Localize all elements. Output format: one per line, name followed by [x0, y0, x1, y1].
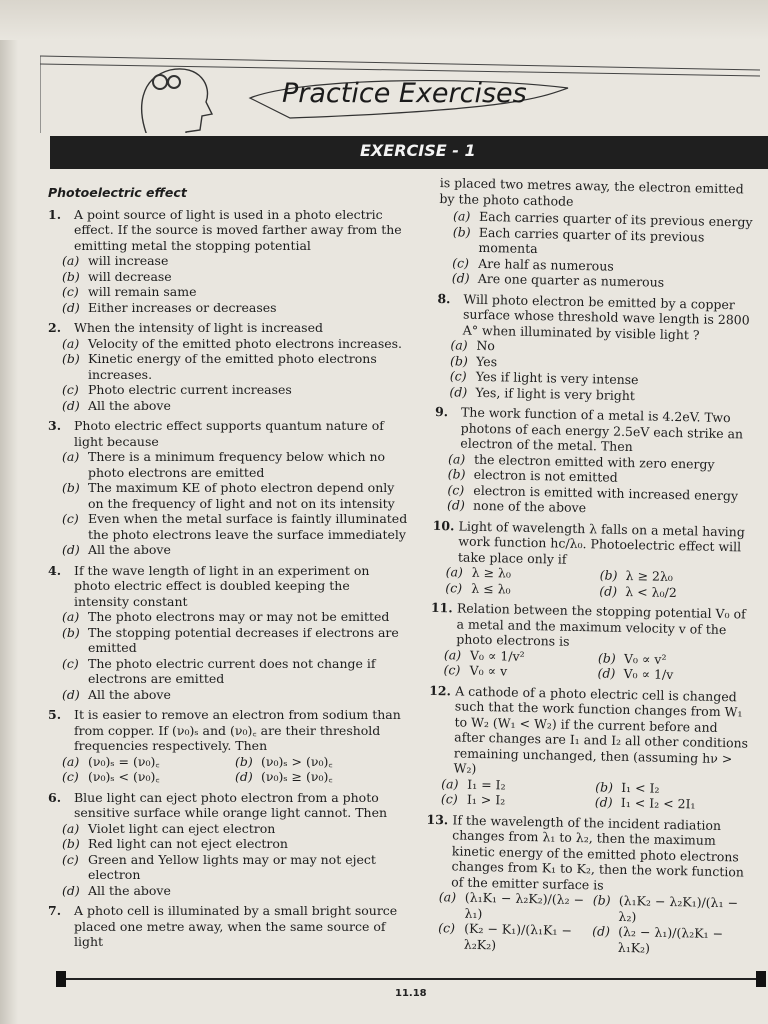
option-text: Even when the metal surface is faintly illuminated the photo electrons leave the surface immediately: [88, 511, 408, 542]
question: [48, 563, 408, 610]
option-row: [48, 769, 408, 785]
option-letter: (b): [595, 778, 614, 795]
option-text: Red light can not eject electron: [88, 836, 288, 851]
option-text: Green and Yellow lights may or may not eject electron: [88, 851, 376, 882]
option-text: λ ≤ λ₀: [471, 580, 511, 597]
option-letter: (b): [62, 624, 80, 640]
option-letter: (a): [62, 335, 80, 351]
book-spine-shadow: [0, 0, 18, 1024]
option-letter: (d): [62, 542, 80, 557]
option-letter: (c): [62, 769, 79, 784]
option-text: will decrease: [88, 268, 172, 284]
question-text: Photo electric effect supports quantum nature of light because: [74, 418, 384, 449]
option-letter: (b): [62, 480, 80, 495]
option-text: There is a minimum frequency below which no photo electrons are emitted: [88, 449, 386, 480]
question-continuation: is placed two metres away, the electron emitted by the photo cathode: [439, 175, 744, 209]
option-text: The stopping potential decreases if electrons are emitted: [88, 624, 399, 655]
question-text: The work function of a metal is 4.2eV. Two photons of each energy 2.5eV each strike an electron of the metal. Then: [460, 404, 744, 455]
option-text: λ ≥ 2λ₀: [625, 567, 674, 584]
option-text: All the above: [88, 882, 171, 898]
option-row: [424, 920, 747, 958]
option-letter: (d): [62, 299, 80, 315]
question: [48, 418, 408, 449]
option-letter: (d): [594, 794, 613, 810]
option: [48, 656, 408, 687]
question: [432, 517, 755, 570]
option-text: Each carries quarter of its previous momenta: [478, 224, 705, 257]
question: [48, 790, 408, 821]
option: [48, 821, 408, 837]
option-text: V₀ ∝ v²: [623, 650, 667, 667]
option-text: V₀ ∝ 1/v²: [469, 647, 525, 664]
question-number: 6.: [48, 789, 62, 805]
page-number: 11.18: [395, 988, 427, 999]
option-letter: (c): [62, 382, 79, 397]
option-letter: (d): [62, 882, 80, 898]
option-text: λ ≥ λ₀: [471, 564, 512, 581]
section-title: Photoelectric effect: [48, 185, 187, 200]
question-number: 4.: [48, 562, 62, 578]
option-text: electron is not emitted: [473, 466, 618, 485]
option: [48, 542, 408, 558]
question-number: 3.: [48, 418, 62, 433]
option-row: [48, 754, 408, 770]
option-letter: (a): [62, 753, 80, 769]
option-text: Each carries quarter of its previous energy: [478, 208, 753, 230]
question-number: 13.: [426, 811, 449, 827]
exercise-label: EXERCISE - 1: [360, 141, 476, 160]
option: [597, 665, 751, 684]
option-letter: (a): [445, 564, 464, 580]
option-letter: (c): [62, 655, 79, 671]
option-letter: (c): [447, 481, 465, 498]
question-text: If the wave length of light in an experiment on photo electric effect is doubled keeping the intensity constant: [74, 562, 370, 609]
option: [235, 754, 408, 770]
question-text: If the wavelength of the incident radiation changes from λ₁ to λ₂, then the maximum kinetic energy of the emitted photo electrons changes from K₁ to K₂, then the work function of the emitter surface is: [451, 811, 745, 893]
question-text: Relation between the stopping potential V₀ of a metal and the maximum velocity v of the photo electrons is: [456, 600, 746, 649]
option-letter: (d): [599, 582, 618, 599]
option: [48, 269, 408, 285]
option: [48, 398, 408, 414]
question: [48, 320, 408, 336]
head-gears-icon: [142, 69, 212, 133]
option-letter: (b): [62, 836, 80, 851]
option: [48, 836, 408, 852]
option-letter: (c): [62, 284, 79, 299]
option-text: All the above: [88, 542, 171, 557]
option-text: the electron emitted with zero energy: [473, 451, 715, 472]
left-column: [48, 185, 408, 950]
question-text: A cathode of a photo electric cell is changed such that the work function changes from W₁ to W₂ (W₁ < W₂) if the current before and after changes are I₁ and I₂ all other conditions remaining unchanged, then (assuming hν > W₂): [453, 682, 749, 776]
option-text: (λ₂ − λ₁)/(λ₂K₁ − λ₁K₂): [617, 923, 724, 956]
option: [592, 892, 747, 926]
option-text: will remain same: [88, 284, 197, 299]
option-text: (K₂ − K₁)/(λ₁K₁ − λ₂K₂): [463, 920, 573, 952]
question: [434, 404, 757, 457]
option-letter: (a): [443, 646, 462, 663]
question-text: Light of wavelength λ falls on a metal having work function hc/λ₀. Photoelectric effect will take place only if: [457, 517, 745, 567]
question-text: A point source of light is used in a photo electric effect. If the source is moved farther away from the emitting metal the stopping potential: [74, 206, 402, 253]
option-text: Are half as numerous: [478, 255, 614, 274]
option-text: (λ₁K₁ − λ₂K₂)/(λ₂ − λ₁): [464, 889, 585, 921]
option-text: (ν₀)ₛ > (ν₀)꜀: [261, 753, 333, 769]
option-text: Yes if light is very intense: [475, 368, 639, 388]
page-title: Practice Exercises: [282, 78, 527, 109]
question-number: 7.: [48, 903, 62, 918]
footer-rule: [60, 978, 760, 980]
question-text: It is easier to remove an electron from sodium than from copper. If (ν₀)ₛ and (ν₀)꜀ are their threshold frequencies respectively. Then: [74, 707, 401, 753]
option-letter: (b): [452, 223, 471, 240]
option: [48, 382, 408, 398]
option-text: Photo electric current increases: [88, 382, 292, 397]
option-letter: (b): [62, 268, 80, 284]
option: [48, 336, 408, 352]
option-letter: (c): [445, 579, 463, 596]
option-letter: (c): [62, 851, 79, 867]
option-letter: (b): [62, 351, 80, 366]
option: [599, 583, 753, 602]
question-number: 5.: [48, 707, 62, 722]
option: [592, 923, 747, 957]
option-text: Yes, if light is very bright: [475, 384, 636, 403]
option-text: electron is emitted with increased energy: [473, 482, 739, 503]
option: [445, 580, 599, 599]
question-text: Will photo electron be emitted by a copper surface whose threshold wave length is 2800 A° when illuminated by visible light ?: [462, 291, 750, 342]
question: [425, 811, 749, 895]
option: [48, 253, 408, 269]
option-letter: (a): [447, 450, 466, 467]
question-number: 10.: [432, 517, 455, 533]
option-letter: (b): [447, 466, 466, 482]
option: [48, 852, 408, 883]
option-text: I₁ = I₂: [467, 776, 506, 793]
option-text: No: [476, 337, 496, 354]
option-text: Kinetic energy of the emitted photo electrons increases.: [88, 351, 377, 382]
option-letter: (c): [449, 368, 467, 384]
option-letter: (a): [452, 208, 471, 224]
option: [48, 351, 408, 382]
option-text: (ν₀)ₛ < (ν₀)꜀: [88, 769, 160, 784]
question-text: When the intensity of light is increased: [74, 320, 323, 335]
option-letter: (a): [450, 337, 468, 353]
option: [441, 791, 595, 810]
option-letter: (a): [62, 820, 80, 836]
question-text: A photo cell is illuminated by a small bright source placed one metre away, when the same source of light: [74, 903, 398, 949]
question: [48, 903, 408, 950]
option: [438, 920, 593, 954]
right-column: [424, 175, 762, 958]
question: [48, 707, 408, 754]
option-text: Yes: [475, 353, 498, 369]
option-text: The photo electric current does not change if electrons are emitted: [88, 655, 376, 686]
option: [595, 794, 749, 813]
option: [48, 511, 408, 542]
option-letter: (b): [592, 892, 611, 908]
option-text: will increase: [88, 253, 169, 268]
option-letter: (a): [441, 775, 459, 792]
option-letter: (c): [440, 791, 458, 807]
option-letter: (a): [62, 609, 80, 624]
option-text: Violet light can eject electron: [88, 820, 276, 836]
question-number: 1.: [48, 206, 62, 222]
option-text: All the above: [88, 686, 171, 702]
option: [438, 889, 593, 923]
option-text: I₁ < I₂ < 2I₁: [620, 794, 696, 812]
question: [427, 682, 751, 782]
option-text: The maximum KE of photo electron depend only on the frequency of light and not on its intensity: [88, 480, 395, 511]
option-letter: (b): [449, 352, 469, 369]
option-text: All the above: [88, 397, 171, 413]
option-text: λ < λ₀/2: [625, 583, 677, 600]
option-letter: (a): [62, 253, 80, 268]
question-text: Blue light can eject photo electron from a photo sensitive surface while orange light cannot. Then: [74, 789, 388, 820]
option: [48, 480, 408, 511]
option: [235, 769, 408, 785]
option: [48, 449, 408, 480]
question: [430, 600, 753, 653]
option-text: Either increases or decreases: [88, 299, 277, 315]
option-text: The photo electrons may or may not be emitted: [88, 609, 390, 624]
option-text: none of the above: [472, 497, 587, 516]
option-letter: (a): [438, 889, 457, 905]
option-text: Are one quarter as numerous: [477, 270, 665, 290]
option-letter: (d): [451, 270, 470, 286]
question-number: 11.: [430, 599, 453, 616]
option-letter: (c): [452, 254, 470, 271]
option-letter: (b): [597, 649, 616, 666]
footer-right-marker: [756, 971, 766, 987]
option: [48, 609, 408, 625]
question-number: 12.: [429, 682, 452, 698]
option: [48, 883, 408, 899]
option: [62, 754, 235, 770]
question-number: 8.: [437, 290, 451, 306]
option-letter: (d): [449, 383, 468, 400]
option-letter: (d): [62, 397, 80, 413]
option-letter: (d): [62, 686, 80, 702]
option-letter: (d): [597, 665, 616, 681]
footer-left-marker: [56, 971, 66, 987]
page-top-shadow: [0, 0, 768, 40]
option: [62, 769, 235, 785]
option-text: (ν₀)ₛ ≥ (ν₀)꜀: [261, 769, 333, 784]
option-text: (λ₁K₂ − λ₂K₁)/(λ₁ − λ₂): [618, 892, 739, 924]
option-text: I₁ < I₂: [621, 779, 660, 796]
option-letter: (d): [235, 769, 253, 784]
option-letter: (d): [592, 923, 611, 939]
option-letter: (c): [62, 511, 79, 526]
option: [48, 625, 408, 656]
question: [48, 207, 408, 254]
option-text: Velocity of the emitted photo electrons increases.: [88, 335, 403, 351]
option-letter: (b): [235, 753, 253, 769]
question: [437, 290, 760, 343]
option-letter: (c): [438, 920, 456, 936]
option-text: (ν₀)ₛ = (ν₀)꜀: [88, 753, 160, 769]
option-text: V₀ ∝ 1/v: [623, 665, 674, 682]
option: [48, 687, 408, 703]
option: [443, 662, 597, 681]
question-number: 2.: [48, 320, 62, 335]
option-letter: (d): [446, 497, 466, 513]
option-text: V₀ ∝ v: [469, 662, 508, 679]
option-text: I₁ > I₂: [466, 791, 506, 808]
option-letter: (b): [599, 567, 618, 583]
option: [48, 284, 408, 300]
question-number: 9.: [434, 403, 449, 420]
option: [48, 300, 408, 316]
option-letter: (c): [443, 662, 461, 678]
option-letter: (a): [62, 449, 80, 464]
